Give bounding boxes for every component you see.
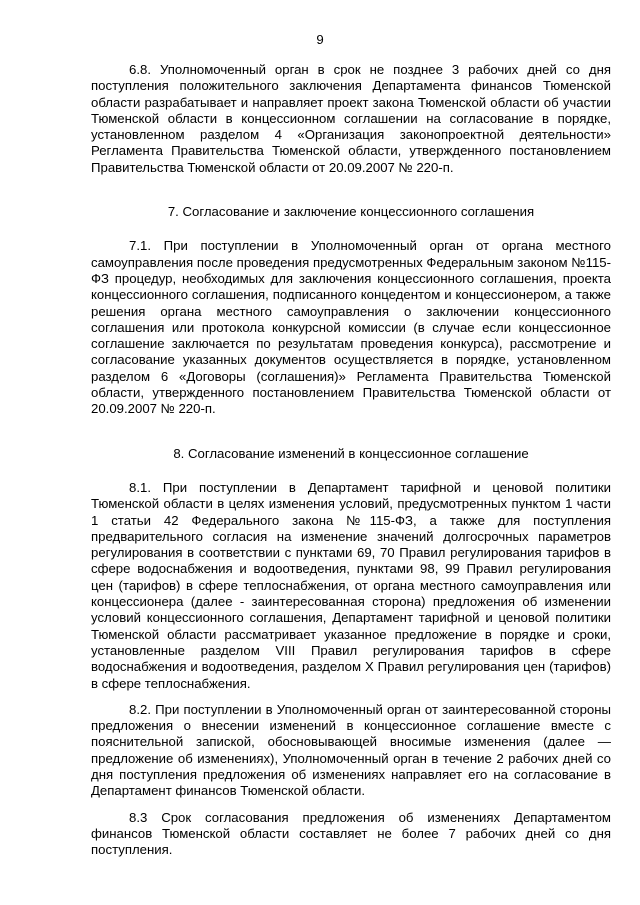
document-body (91, 62, 611, 858)
paragraph-8-3: 8.3 Срок согласования предложения об изменениях Департаментом финансов Тюменской области составляет не более 7 рабочих дней со дня поступления. (91, 809, 611, 858)
page-number: 9 (316, 32, 324, 47)
paragraph-6-8: 6.8. Уполномоченный орган в срок не позднее 3 рабочих дней со дня поступления положительного заключения Департамента финансов Тюменской области разрабатывает и направляет проект закона Тюменской области об участии Тюменской области в концессионном соглашении на согласование в порядке, установленном разделом 4 «Организация законопроектной деятельности» Регламента Правительства Тюменской области, утвержденного постановлением Правительства Тюменской области от 20.09.2007 № 220-п. (91, 62, 611, 175)
paragraph-8-1: 8.1. При поступлении в Департамент тарифной и ценовой политики Тюменской области в целях изменения условий, предусмотренных пунктом 1 части 1 статьи 42 Федерального закона №115-ФЗ, а также для поступления предварительного согласия на изменение значений долгосрочных параметров регулирования в соответствии с пунктами 69, 70 Правил регулирования тарифов в сфере водоснабжения и водоотведения, пунктами 98, 99 Правил регулирования цен (тарифов) в сфере теплоснабжения, от органа местного самоуправления или концессионера (далее - заинтересованная сторона) предложения об изменении условий концессионного соглашения, Департамент тарифной и ценовой политики Тюменской области рассматривает указанное предложение в порядке и сроки, установленные разделом VIII Правил регулирования тарифов в сфере водоснабжения и водоотведения, разделом X Правил регулирования цен (тарифов) в сфере теплоснабжения. (91, 479, 611, 691)
section-7-heading: 7. Согласование и заключение концессионного соглашения (167, 204, 535, 220)
paragraph-7-1: 7.1. При поступлении в Уполномоченный орган от органа местного самоуправления после проведения предусмотренных Федеральным законом №115-ФЗ процедур, необходимых для заключения концессионного соглашения, проекта концессионного соглашения, подписанного концедентом и концессионером, а также решения органа местного самоуправления о заключении концессионного соглашения или протокола конкурсной комиссии (в случае если концессионное соглашение заключается по результатам проведения конкурса), рассмотрение и согласование указанных документов осуществляется в порядке, установленном разделом 6 «Договоры (соглашения)» Регламента Правительства Тюменской области, утвержденного постановлением Правительства Тюменской области от 20.09.2007 № 220-п. (91, 238, 611, 417)
paragraph-8-2: 8.2. При поступлении в Уполномоченный орган от заинтересованной стороны предложения о внесении изменений в концессионное соглашение вместе с пояснительной запиской, обосновывающей вносимые изменения (далее — предложение об изменениях), Уполномоченный орган в течение 2 рабочих дней со дня поступления предложения об изменениях направляет его на согласование в Департамент финансов Тюменской области. (91, 701, 611, 799)
section-8-heading: 8. Согласование изменений в концессионное соглашение (173, 445, 529, 461)
